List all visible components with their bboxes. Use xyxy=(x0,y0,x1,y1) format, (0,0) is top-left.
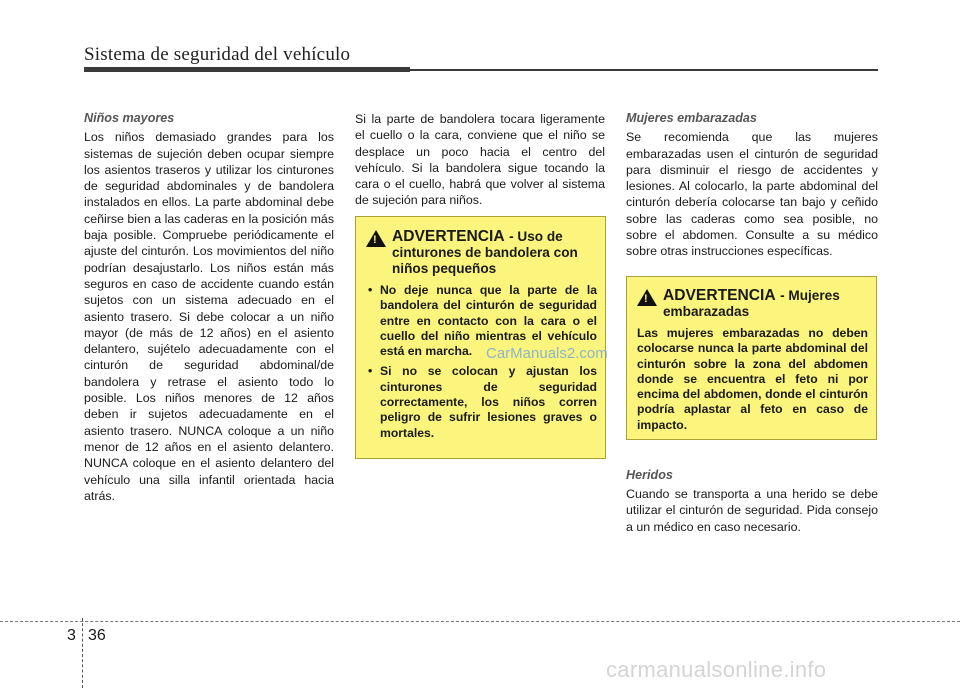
section-heading-pregnant-women: Mujeres embarazadas xyxy=(626,111,757,125)
warning-box-shoulder-belt xyxy=(355,216,606,459)
paragraph-shoulder-belt: Si la parte de bandolera tocara ligeramente el cuello o la cara, conviene que el niño se desplace un poco hacia el centro del vehículo. Si la bandolera sigue tocando la cara o el cuello, habrá que volver al sistema de sujeción para niños. xyxy=(355,112,605,208)
chapter-number: 3 xyxy=(67,627,76,644)
warning-triangle-icon: ! xyxy=(366,230,386,247)
warning-subtitle: - Mujeres embarazadas xyxy=(663,288,840,319)
page-header-title: Sistema de seguridad del vehículo xyxy=(84,44,351,65)
warning-title xyxy=(663,288,868,320)
warning-triangle-icon: ! xyxy=(637,289,657,306)
warning-label: ADVERTENCIA xyxy=(392,228,505,245)
warning-box-pregnant-women xyxy=(626,276,877,440)
crop-mark-vertical xyxy=(82,618,83,688)
column-middle xyxy=(355,111,605,209)
section-heading-older-children: Niños mayores xyxy=(84,111,175,125)
warning-subtitle: - Uso de cinturones de bandolera con niños pequeños xyxy=(392,229,578,276)
header-rule-thick xyxy=(84,67,410,72)
page-number: 36 xyxy=(88,627,106,644)
footer-site-watermark: carmanualsonline.info xyxy=(606,657,827,682)
warning-label: ADVERTENCIA xyxy=(663,287,776,304)
paragraph-older-children: Los niños demasiado grandes para los sistemas de sujeción deben ocupar siempre los asientos traseros y utilizar los cinturones de seguridad abdominales y de bandolera instalados en ellos. La parte abdominal debe ceñirse bien a las caderas en la posición más baja posible. Compruebe periódicamente el ajuste del cinturón. Los movimientos del niño podrían desajustarlo. Los niños están más seguros en caso de accidente cuando están sujetos con un sistema adecuado en el asiento trasero. Si debe colocar a un niño mayor (de más de 12 años) en el asiento delantero, sujételo adecuadamente con el cinturón de seguridad abdominal/de bandolera y retrase el asiento todo lo posible. Los niños menores de 12 años deben ir sujetos adecuadamente en el asiento trasero. NUNCA coloque a un niño menor de 12 años en el asiento delantero. NUNCA coloque en el asiento delantero del vehículo una silla infantil orientada hacia atrás. xyxy=(84,130,335,503)
section-heading-injured: Heridos xyxy=(626,467,673,482)
watermark-text: CarManuals2.com xyxy=(486,345,608,362)
warning-body: Las mujeres embarazadas no deben colocarse nunca la parte abdominal del cinturón sobre la zona del abdomen donde se encuentra el feto ni por encima del abdomen, donde el cinturón podría aplastar al feto en caso de impacto. xyxy=(637,326,868,432)
paragraph-pregnant-women: Se recomienda que las mujeres embarazadas usen el cinturón de seguridad para disminuir el riesgo de accidentes y lesiones. Al colocarlo, la parte abdominal del cinturón debería colocarse tan bajo y ceñido sobre las caderas como sea posible, no sobre el abdomen. Consulte a su médico sobre otras instrucciones específicas. xyxy=(626,130,878,259)
crop-mark-horizontal xyxy=(0,621,960,622)
warning-item: • Si no se colocan y ajustan los cinturones de seguridad correctamente, los niños corren peligro de sufrir lesiones graves o mortales. xyxy=(366,364,597,440)
header-rule-thin xyxy=(410,69,878,71)
warning-title xyxy=(392,229,597,277)
column-left xyxy=(84,110,334,504)
warning-item: • No deje nunca que la parte de la bandolera del cinturón de seguridad entre en contacto con la cara o el cuello del niño mientras el vehículo está en marcha. xyxy=(366,283,597,359)
paragraph-injured: Cuando se transporta a una herido se debe utilizar el cinturón de seguridad. Pida consejo a un médico en caso necesario. xyxy=(626,486,878,534)
